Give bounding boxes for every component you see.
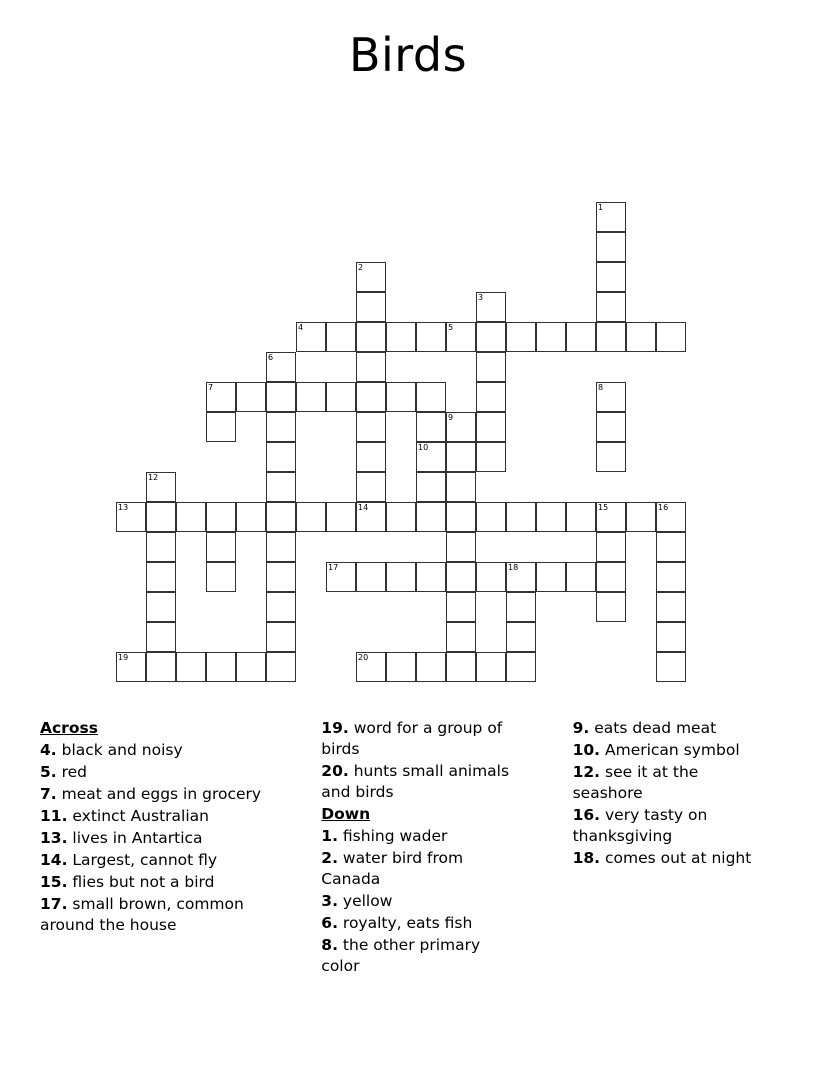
grid-cell[interactable] — [596, 202, 626, 232]
grid-cell-number: 3 — [478, 293, 484, 302]
grid-cell-number: 13 — [118, 503, 129, 512]
grid-cell[interactable] — [416, 502, 446, 532]
clue-number: 4. — [40, 741, 57, 759]
clue-item — [573, 740, 758, 761]
grid-cell[interactable] — [446, 472, 476, 502]
grid-cell-number: 2 — [358, 263, 364, 272]
grid-cell[interactable] — [116, 652, 146, 682]
clue-text: meat and eggs in grocery — [56, 785, 262, 803]
clue-text: American symbol — [600, 741, 740, 759]
clue-number: 1. — [321, 827, 338, 845]
clue-item — [40, 828, 267, 849]
grid-cell[interactable] — [206, 652, 236, 682]
grid-cell[interactable] — [146, 652, 176, 682]
grid-cell[interactable] — [356, 352, 386, 382]
clue-number: 19. — [321, 719, 349, 737]
grid-cell[interactable] — [386, 382, 416, 412]
grid-cell[interactable] — [536, 562, 566, 592]
grid-cell[interactable] — [476, 412, 506, 442]
grid-cell[interactable] — [656, 322, 686, 352]
clue-item — [321, 848, 512, 890]
clue-number: 11. — [40, 807, 68, 825]
grid-cell[interactable] — [506, 652, 536, 682]
clue-item — [573, 762, 758, 804]
grid-cell[interactable] — [206, 412, 236, 442]
clue-text: fishing wader — [337, 827, 448, 845]
grid-cell[interactable] — [566, 502, 596, 532]
grid-cell[interactable] — [596, 442, 626, 472]
grid-cell[interactable] — [356, 292, 386, 322]
grid-cell[interactable] — [356, 472, 386, 502]
grid-cell[interactable] — [476, 292, 506, 322]
clues-column-2 — [285, 718, 530, 1048]
grid-cell[interactable] — [416, 382, 446, 412]
grid-cell-number: 17 — [328, 563, 339, 572]
grid-cell[interactable] — [596, 232, 626, 262]
clues-section — [0, 718, 816, 1048]
grid-cell[interactable] — [476, 442, 506, 472]
clue-text: flies but not a bird — [67, 873, 215, 891]
grid-cell[interactable] — [446, 502, 476, 532]
grid-cell-number: 7 — [208, 383, 214, 392]
grid-cell-number: 4 — [298, 323, 304, 332]
clue-text: word for a group of birds — [321, 719, 503, 758]
grid-cell[interactable] — [356, 652, 386, 682]
clue-number: 17. — [40, 895, 68, 913]
clue-text: royalty, eats fish — [337, 914, 473, 932]
grid-cell[interactable] — [326, 502, 356, 532]
grid-cell[interactable] — [446, 412, 476, 442]
grid-cell[interactable] — [266, 382, 296, 412]
grid-cell[interactable] — [386, 562, 416, 592]
grid-cell[interactable] — [266, 412, 296, 442]
grid-cell[interactable] — [356, 412, 386, 442]
clue-item — [321, 935, 512, 977]
across-heading: Across — [40, 719, 98, 737]
clue-text: lives in Antartica — [67, 829, 203, 847]
down-clues-part1 — [321, 826, 512, 977]
grid-cell[interactable] — [176, 652, 206, 682]
clue-number: 15. — [40, 873, 68, 891]
clue-number: 2. — [321, 849, 338, 867]
grid-cell[interactable] — [566, 322, 596, 352]
grid-cell[interactable] — [416, 472, 446, 502]
grid-cell[interactable] — [596, 532, 626, 562]
grid-cell[interactable] — [146, 472, 176, 502]
clue-text: black and noisy — [56, 741, 183, 759]
grid-cell[interactable] — [356, 262, 386, 292]
grid-cell[interactable] — [506, 622, 536, 652]
clue-item — [321, 826, 512, 847]
grid-cell[interactable] — [506, 502, 536, 532]
grid-cell[interactable] — [356, 442, 386, 472]
grid-cell[interactable] — [176, 502, 206, 532]
clue-text: extinct Australian — [67, 807, 209, 825]
clue-text: yellow — [337, 892, 393, 910]
grid-cell-number: 18 — [508, 563, 519, 572]
grid-cell[interactable] — [266, 352, 296, 382]
grid-cell[interactable] — [506, 322, 536, 352]
grid-cell[interactable] — [476, 502, 506, 532]
grid-cell[interactable] — [386, 502, 416, 532]
clue-item — [573, 805, 758, 847]
grid-cell[interactable] — [116, 502, 146, 532]
clue-text: small brown, common around the house — [40, 895, 244, 934]
grid-cell[interactable] — [326, 322, 356, 352]
grid-cell[interactable] — [386, 322, 416, 352]
grid-cell[interactable] — [596, 562, 626, 592]
grid-cell[interactable] — [206, 562, 236, 592]
grid-cell-number: 5 — [448, 323, 454, 332]
clue-text: Largest, cannot fly — [67, 851, 218, 869]
grid-cell[interactable] — [656, 592, 686, 622]
grid-cell[interactable] — [266, 472, 296, 502]
grid-cell[interactable] — [356, 562, 386, 592]
grid-cell[interactable] — [416, 412, 446, 442]
clue-item — [40, 806, 267, 827]
grid-cell[interactable] — [416, 562, 446, 592]
clue-number: 16. — [572, 806, 601, 824]
grid-cell[interactable] — [506, 562, 536, 592]
grid-cell-number: 14 — [358, 503, 369, 512]
clue-item — [40, 784, 267, 805]
grid-cell[interactable] — [446, 322, 476, 352]
grid-cell-number: 1 — [598, 203, 604, 212]
grid-cell[interactable] — [266, 652, 296, 682]
grid-cell[interactable] — [416, 442, 446, 472]
grid-cell[interactable] — [446, 622, 476, 652]
grid-cell[interactable] — [476, 562, 506, 592]
clue-number: 20. — [321, 762, 349, 780]
grid-cell[interactable] — [266, 562, 296, 592]
grid-cell[interactable] — [146, 592, 176, 622]
clue-item — [40, 762, 267, 783]
grid-cell[interactable] — [596, 502, 626, 532]
clue-number: 13. — [40, 829, 68, 847]
clue-text: the other primary color — [321, 936, 481, 975]
grid-cell[interactable] — [656, 532, 686, 562]
clue-text: red — [56, 763, 88, 781]
grid-cell[interactable] — [656, 622, 686, 652]
grid-cell[interactable] — [596, 592, 626, 622]
grid-cell[interactable] — [206, 502, 236, 532]
grid-cell[interactable] — [206, 532, 236, 562]
clue-item — [40, 740, 267, 761]
grid-cell-number: 19 — [118, 653, 129, 662]
across-clues-part2 — [321, 718, 512, 803]
clue-item — [321, 913, 512, 934]
grid-cell[interactable] — [476, 322, 506, 352]
grid-cell[interactable] — [626, 322, 656, 352]
grid-cell[interactable] — [506, 592, 536, 622]
clue-text: water bird from Canada — [321, 849, 464, 888]
grid-cell[interactable] — [656, 562, 686, 592]
grid-cell[interactable] — [416, 322, 446, 352]
grid-cell[interactable] — [566, 562, 596, 592]
clue-number: 5. — [40, 763, 57, 781]
grid-cell[interactable] — [146, 502, 176, 532]
grid-cell[interactable] — [476, 652, 506, 682]
clue-item — [573, 848, 758, 869]
clues-column-1 — [40, 718, 285, 1048]
grid-cell[interactable] — [296, 382, 326, 412]
grid-cell[interactable] — [536, 502, 566, 532]
clue-item — [321, 891, 512, 912]
grid-cell[interactable] — [596, 322, 626, 352]
grid-cell[interactable] — [146, 532, 176, 562]
grid-cell[interactable] — [596, 412, 626, 442]
grid-cell[interactable] — [656, 502, 686, 532]
grid-cell[interactable] — [356, 502, 386, 532]
page-title: Birds — [348, 28, 468, 82]
grid-cell-number: 20 — [358, 653, 369, 662]
clue-text: eats dead meat — [589, 719, 717, 737]
grid-cell[interactable] — [206, 382, 236, 412]
grid-cell[interactable] — [266, 502, 296, 532]
grid-cell[interactable] — [656, 652, 686, 682]
down-heading: Down — [321, 805, 371, 823]
across-clues-part1 — [40, 740, 267, 936]
grid-cell[interactable] — [596, 292, 626, 322]
grid-cell[interactable] — [446, 532, 476, 562]
grid-cell[interactable] — [476, 352, 506, 382]
clue-item — [573, 718, 758, 739]
grid-cell-number: 8 — [598, 383, 604, 392]
clue-number: 14. — [40, 851, 68, 869]
grid-cell[interactable] — [536, 322, 566, 352]
grid-cell[interactable] — [446, 592, 476, 622]
grid-cell[interactable] — [356, 322, 386, 352]
grid-cell[interactable] — [146, 562, 176, 592]
clue-item — [40, 872, 267, 893]
grid-cell-number: 6 — [268, 353, 274, 362]
grid-cell[interactable] — [446, 652, 476, 682]
grid-cell[interactable] — [266, 442, 296, 472]
grid-cell-number: 16 — [658, 503, 669, 512]
clue-text: comes out at night — [600, 849, 752, 867]
grid-cell[interactable] — [296, 502, 326, 532]
clue-text: very tasty on thanksgiving — [572, 806, 708, 845]
clue-number: 9. — [572, 719, 590, 737]
clue-number: 3. — [321, 892, 338, 910]
grid-cell-number: 9 — [448, 413, 454, 422]
clue-item — [40, 894, 267, 936]
grid-cell[interactable] — [296, 322, 326, 352]
grid-cell[interactable] — [266, 532, 296, 562]
clue-number: 6. — [321, 914, 338, 932]
clue-number: 8. — [321, 936, 338, 954]
grid-cell-number: 15 — [598, 503, 609, 512]
grid-cell[interactable] — [446, 442, 476, 472]
grid-cell[interactable] — [596, 262, 626, 292]
clue-number: 12. — [572, 763, 601, 781]
grid-cell-number: 12 — [148, 473, 159, 482]
grid-cell[interactable] — [326, 382, 356, 412]
clue-text: see it at the seashore — [572, 763, 699, 802]
clue-number: 18. — [572, 849, 601, 867]
clue-number: 7. — [40, 785, 57, 803]
grid-cell[interactable] — [446, 562, 476, 592]
down-clues-part2 — [573, 718, 758, 869]
clue-text: hunts small animals and birds — [321, 762, 510, 801]
grid-cell[interactable] — [596, 382, 626, 412]
grid-cell-number: 10 — [418, 443, 429, 452]
grid-cell[interactable] — [626, 502, 656, 532]
grid-cell[interactable] — [266, 592, 296, 622]
grid-cell[interactable] — [416, 652, 446, 682]
crossword-grid — [0, 94, 816, 662]
grid-cell[interactable] — [266, 622, 296, 652]
clue-number: 10. — [572, 741, 601, 759]
clues-column-3 — [531, 718, 776, 1048]
clue-item — [321, 761, 512, 803]
clue-item — [321, 718, 512, 760]
grid-cell[interactable] — [236, 382, 266, 412]
grid-cell[interactable] — [386, 652, 416, 682]
grid-cell[interactable] — [236, 652, 266, 682]
clue-item — [40, 850, 267, 871]
grid-cell[interactable] — [236, 502, 266, 532]
grid-cell[interactable] — [356, 382, 386, 412]
grid-cell[interactable] — [146, 622, 176, 652]
grid-cell[interactable] — [326, 562, 356, 592]
grid-cell[interactable] — [476, 382, 506, 412]
